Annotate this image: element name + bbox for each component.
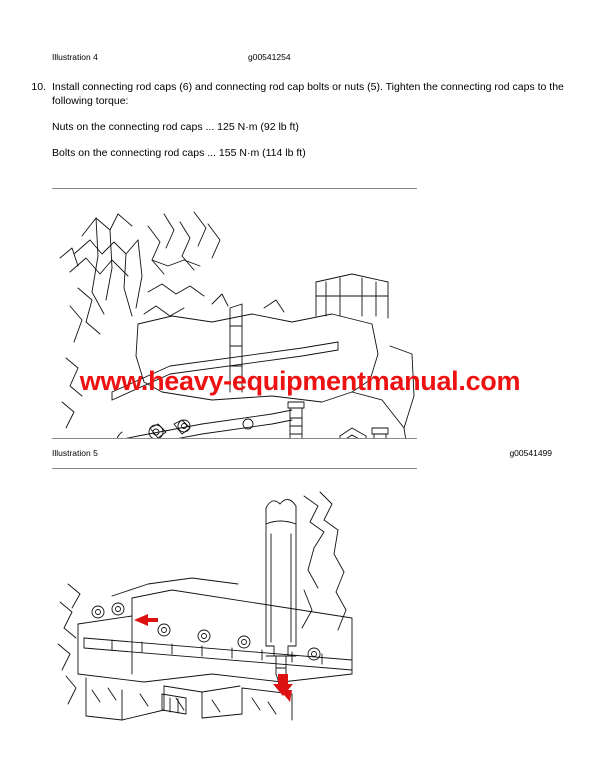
watermark: www.heavy-equipmentmanual.com [79,366,521,396]
figure-4-top-rule [52,188,417,189]
step-10-number: 10. [31,81,46,93]
illustration-4-caption [52,52,552,64]
illustration-5-image [52,478,420,730]
step-10 [30,80,570,108]
illustration-5-caption [52,448,552,460]
illustration-5-label: Illustration 5 [52,448,98,458]
step-10-text: Install connecting rod caps (6) and connecting rod cap bolts or nuts (5). Tighten the connecting rod caps to the following torque: [52,81,564,107]
torque-spec-nuts: Nuts on the connecting rod caps ... 125 N·m (92 lb ft) [52,121,299,133]
illustration-4-code: g00541254 [248,52,291,62]
illustration-4-image [52,196,420,438]
illustration-4-label: Illustration 4 [52,52,98,62]
figure-4-bottom-rule [52,438,417,439]
illustration-5-code: g00541499 [509,448,552,458]
torque-spec-bolts: Bolts on the connecting rod caps ... 155 N·m (114 lb ft) [52,147,306,159]
figure-5-top-rule [52,468,417,469]
